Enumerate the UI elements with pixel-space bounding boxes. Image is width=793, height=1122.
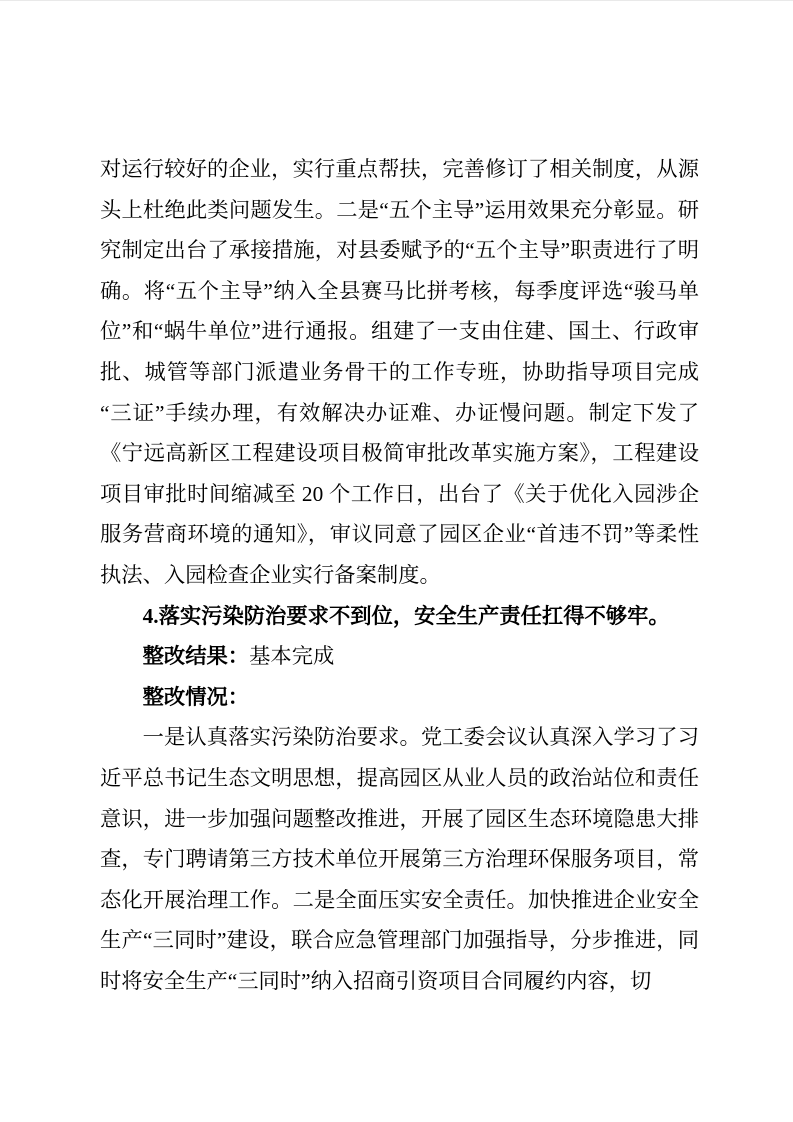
rectification-detail-paragraph: 一是认真落实污染防治要求。党工委会议认真深入学习了习近平总书记生态文明思想，提高园区从业人员的政治站位和责任意识，进一步加强问题整改推进，开展了园区生态环境隐患大排查，专门聘请第三方技术单位开展第三方治理环保服务项目，常态化开展治理工作。二是全面压实安全责任。加快推进企业安全生产“三同时”建设，联合应急管理部门加强指导，分步推进，同时将安全生产“三同时”纳入招商引资项目合同履约内容，切 <box>100 725 699 993</box>
page-top-edge <box>0 0 793 1</box>
rectification-result-label: 整改结果： <box>142 644 250 669</box>
rectification-result-value: 基本完成 <box>249 644 335 669</box>
document-body <box>100 149 699 1001</box>
rectification-status-line <box>100 677 699 718</box>
issue-heading: 4.落实污染防治要求不到位，安全生产责任扛得不够牢。 <box>142 603 670 628</box>
rectification-result-line <box>100 636 699 677</box>
rectification-status-label: 整改情况： <box>142 684 250 709</box>
paragraph-continuation: 对运行较好的企业，实行重点帮扶，完善修订了相关制度，从源头上杜绝此类问题发生。二是“五个主导”运用效果充分彰显。研究制定出台了承接措施，对县委赋予的“五个主导”职责进行了明确。将“五个主导”纳入全县赛马比拼考核，每季度评选“骏马单位”和“蜗牛单位”进行通报。组建了一支由住建、国土、行政审批、城管等部门派遣业务骨干的工作专班，协助指导项目完成“三证”手续办理，有效解决办证难、办证慢问题。制定下发了《宁远高新区工程建设项目极简审批改革实施方案》，工程建设项目审批时间缩减至 20 个工作日，出台了《关于优化入园涉企服务营商环境的通知》，审议同意了园区企业“首违不罚”等柔性执法、入园检查企业实行备案制度。 <box>100 157 699 587</box>
